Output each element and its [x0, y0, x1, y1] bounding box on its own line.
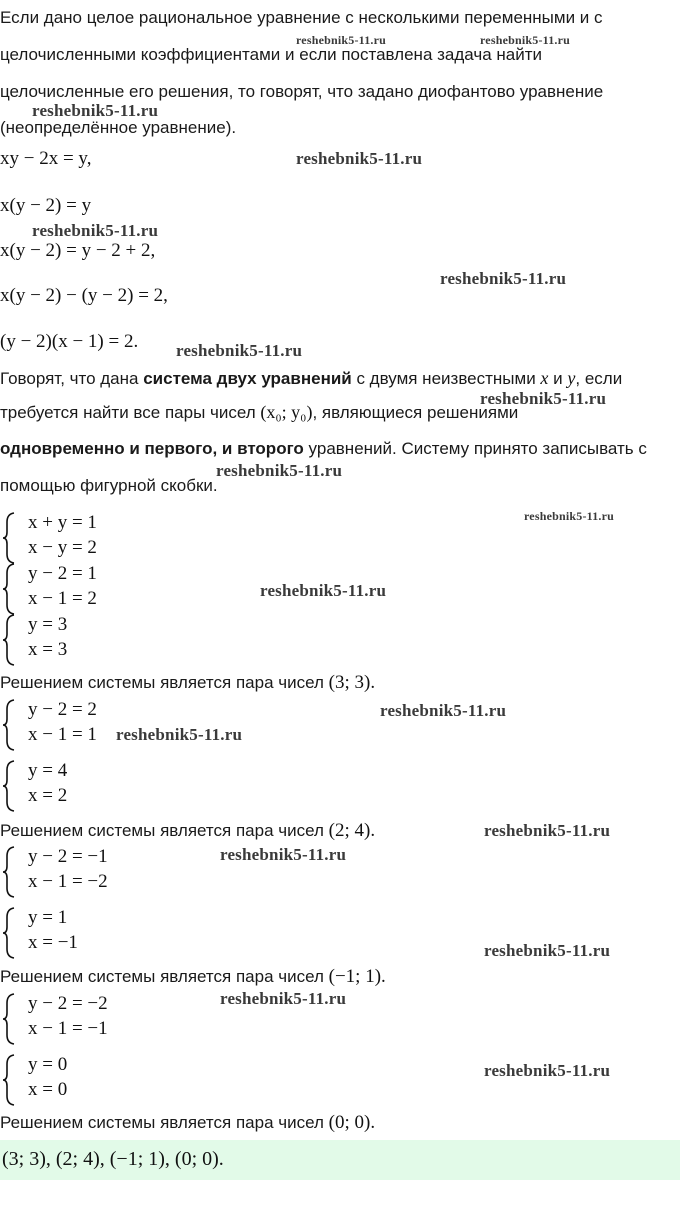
watermark: reshebnik5-11.ru	[220, 989, 347, 1008]
system-5	[2, 760, 202, 812]
system-9-eq-2: x = 0	[28, 1079, 68, 1100]
answer-text: (3; 3), (2; 4), (−1; 1), (0; 0).	[2, 1148, 224, 1170]
system-7-eq-1: y = 1	[28, 907, 68, 928]
definition-line-4: помощью фигурной скобки.	[0, 476, 218, 495]
watermark: reshebnik5-11.ru	[216, 461, 343, 480]
brace-icon	[2, 1054, 16, 1106]
solution-1: Решением системы является пара чисел (3; 3).	[0, 672, 376, 693]
equation-2: x(y − 2) = y	[0, 195, 92, 216]
system-9-eq-1: y = 0	[28, 1054, 68, 1075]
system-3-eq-1: y = 3	[28, 614, 68, 635]
system-3	[2, 614, 202, 666]
system-7-eq-2: x = −1	[28, 932, 78, 953]
system-1-eq-1: x + y = 1	[28, 512, 97, 533]
system-2-eq-2: x − 1 = 2	[28, 588, 97, 609]
system-6-eq-1: y − 2 = −1	[28, 846, 108, 867]
system-7	[2, 907, 202, 959]
system-8-eq-2: x − 1 = −1	[28, 1018, 108, 1039]
system-4-eq-2: x − 1 = 1	[28, 724, 97, 745]
brace-icon	[2, 563, 16, 615]
system-6-eq-2: x − 1 = −2	[28, 871, 108, 892]
watermark: reshebnik5-11.ru	[296, 33, 386, 47]
intro-line-1: Если дано целое рациональное уравнение с несколькими переменными и с	[0, 8, 603, 27]
watermark: reshebnik5-11.ru	[440, 269, 567, 288]
system-5-eq-2: x = 2	[28, 785, 68, 806]
solution-3: Решением системы является пара чисел (−1; 1).	[0, 966, 386, 987]
brace-icon	[2, 846, 16, 898]
brace-icon	[2, 907, 16, 959]
system-1-eq-2: x − y = 2	[28, 537, 97, 558]
watermark: reshebnik5-11.ru	[480, 33, 570, 47]
answer-box	[0, 1140, 680, 1180]
equation-4: x(y − 2) − (y − 2) = 2,	[0, 285, 168, 306]
system-5-eq-1: y = 4	[28, 760, 68, 781]
equation-3: x(y − 2) = y − 2 + 2,	[0, 240, 156, 261]
watermark: reshebnik5-11.ru	[296, 149, 423, 168]
brace-icon	[2, 614, 16, 666]
watermark: reshebnik5-11.ru	[484, 941, 611, 960]
solution-4: Решением системы является пара чисел (0; 0).	[0, 1112, 376, 1133]
watermark: reshebnik5-11.ru	[260, 581, 387, 600]
definition-term: система двух уравнений	[143, 369, 352, 388]
system-3-eq-2: x = 3	[28, 639, 68, 660]
brace-icon	[2, 512, 16, 564]
watermark: reshebnik5-11.ru	[484, 821, 611, 840]
system-8	[2, 993, 202, 1045]
system-2-eq-1: y − 2 = 1	[28, 563, 97, 584]
brace-icon	[2, 993, 16, 1045]
equation-1: xy − 2x = y,	[0, 148, 92, 169]
system-4-eq-1: y − 2 = 2	[28, 699, 97, 720]
system-1	[2, 512, 202, 564]
watermark: reshebnik5-11.ru	[524, 509, 614, 523]
intro-line-4: (неопределённое уравнение).	[0, 118, 237, 137]
watermark: reshebnik5-11.ru	[220, 845, 347, 864]
definition-line-3: одновременно и первого, и второго уравнений. Систему принято записывать с	[0, 439, 647, 458]
watermark: reshebnik5-11.ru	[380, 701, 507, 720]
equation-5: (y − 2)(x − 1) = 2.	[0, 331, 139, 352]
definition-line-1: Говорят, что дана система двух уравнений с двумя неизвестными x и y, если	[0, 368, 623, 388]
watermark: reshebnik5-11.ru	[176, 341, 303, 360]
system-6	[2, 846, 202, 898]
solution-2: Решением системы является пара чисел (2; 4).	[0, 820, 376, 841]
system-9	[2, 1054, 202, 1106]
system-2	[2, 563, 202, 615]
definition-line-2: требуется найти все пары чисел (x₀; y₀), являющиеся решениями	[0, 402, 519, 422]
brace-icon	[2, 699, 16, 751]
watermark: reshebnik5-11.ru	[484, 1061, 611, 1080]
intro-line-2: целочисленными коэффициентами и если поставлена задача найти	[0, 45, 543, 64]
intro-line-3: целочисленные его решения, то говорят, что задано диофантово уравнение	[0, 82, 604, 101]
system-8-eq-1: y − 2 = −2	[28, 993, 108, 1014]
watermark: reshebnik5-11.ru	[480, 389, 607, 408]
watermark: reshebnik5-11.ru	[32, 221, 159, 240]
watermark: reshebnik5-11.ru	[32, 101, 159, 120]
brace-icon	[2, 760, 16, 812]
watermark: reshebnik5-11.ru	[116, 725, 243, 744]
